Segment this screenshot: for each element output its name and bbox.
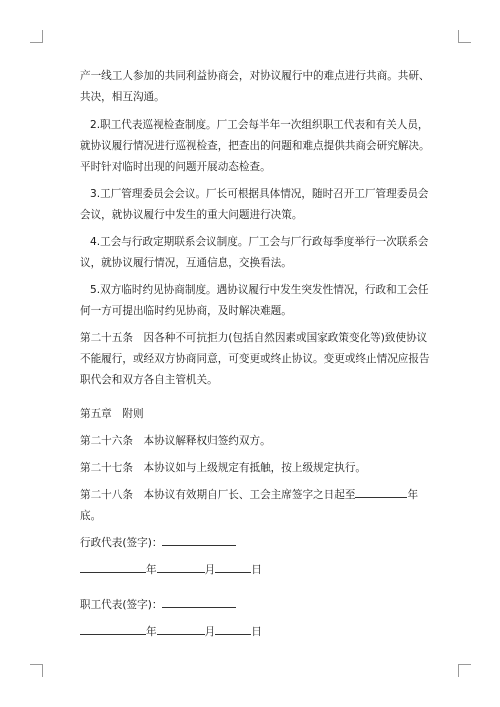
corner-mark-bottom-right: [458, 664, 471, 677]
staff-month-label: 月: [204, 626, 216, 638]
staff-date-line: [80, 622, 432, 643]
paragraph-inspection-system: 2.职工代表巡视检查制度。厂工会每半年一次组织职工代表和有关人员，就协议履行情况进行巡视检查，把查出的问题和难点提供共商会研究解决。平时针对临时出现的问题开展动态检查。: [80, 119, 430, 173]
admin-day-label: 日: [251, 564, 262, 576]
paragraph-management-committee: 3.工厂管理委员会会议。厂长可根据具体情况，随时召开工厂管理委员会会议，就协议履行中发生的重大问题进行决策。: [80, 188, 429, 221]
document-page: [80, 66, 432, 649]
chapter-5-heading: 第五章 附则: [80, 408, 144, 420]
admin-signature-line: [80, 533, 432, 554]
admin-year-blank[interactable]: [80, 560, 146, 573]
article-28: [80, 485, 432, 527]
staff-month-blank[interactable]: [157, 622, 205, 635]
article-27: 第二十七条 本协议如与上级规定有抵触，按上级规定执行。: [80, 462, 367, 474]
staff-signature-label: 职工代表(签字)：: [80, 599, 163, 611]
corner-mark-top-left: [30, 30, 43, 43]
staff-signature-line: [80, 595, 432, 616]
admin-year-label: 年: [146, 564, 157, 576]
article-25: 第二十五条 因各种不可抗拒力(包括自然因素或国家政策变化等)致使协议不能履行，或经双方协商同意，可变更或终止协议。变更或终止情况应报告职代会和双方各自主管机关。: [80, 332, 430, 386]
staff-year-label: 年: [146, 626, 157, 638]
article-28-suffix: 年底。: [80, 489, 419, 522]
paragraph-temporary-consultation: 5.双方临时约见协商制度。遇协议履行中发生突发性情况，行政和工会任何一方可提出临时约见协商，及时解决难题。: [80, 284, 429, 317]
admin-date-line: [80, 560, 432, 581]
admin-signature-blank[interactable]: [162, 533, 236, 546]
end-year-blank[interactable]: [355, 485, 407, 498]
admin-day-blank[interactable]: [215, 560, 251, 573]
staff-signature-blank[interactable]: [162, 595, 236, 608]
corner-mark-top-right: [458, 30, 471, 43]
staff-day-blank[interactable]: [215, 622, 251, 635]
admin-month-blank[interactable]: [157, 560, 205, 573]
paragraph-liaison-meeting: 4.工会与行政定期联系会议制度。厂工会与厂行政每季度举行一次联系会议，就协议履行情况，互通信息，交换看法。: [80, 236, 429, 269]
paragraph-continuation: 产一线工人参加的共同利益协商会，对协议履行中的难点进行共商。共研、共决，相互沟通。: [80, 70, 430, 103]
corner-mark-bottom-left: [30, 664, 43, 677]
staff-day-label: 日: [251, 626, 262, 638]
admin-signature-label: 行政代表(签字)：: [80, 537, 163, 549]
article-26: 第二十六条 本协议解释权归签约双方。: [80, 435, 271, 447]
article-28-text: 第二十八条 本协议有效期自厂长、工会主席签字之日起至: [80, 489, 356, 501]
staff-year-blank[interactable]: [80, 622, 146, 635]
admin-month-label: 月: [204, 564, 216, 576]
